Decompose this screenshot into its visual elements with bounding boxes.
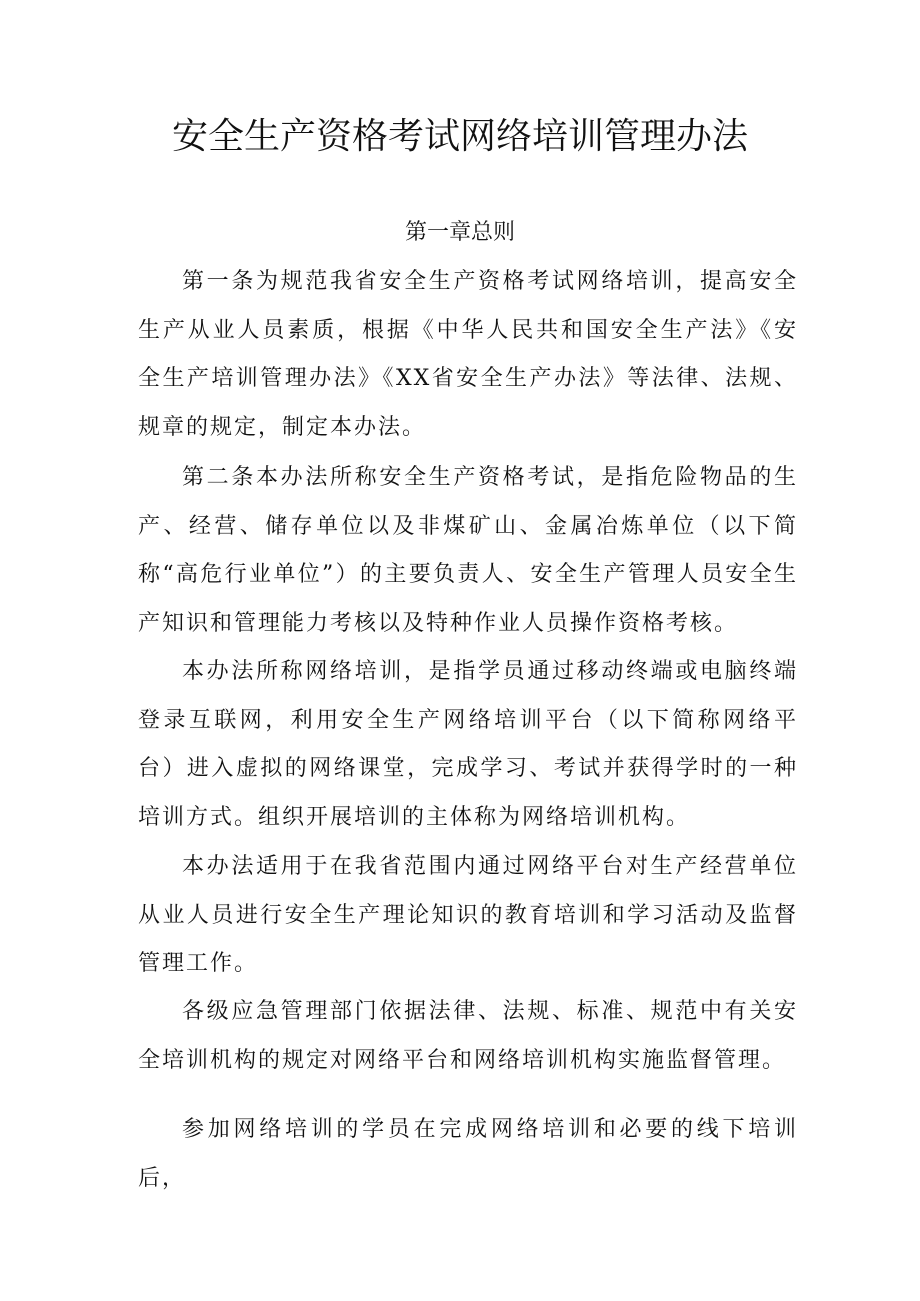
article-2-paragraph: 第二条本办法所称安全生产资格考试，是指危险物品的生产、经营、储存单位以及非煤矿山、金属冶炼单位（以下简称“高危行业单位”）的主要负责人、安全生产管理人员安全生产知识和管理能力考核以及特种作业人员操作资格考核。 [138, 465, 798, 636]
trainee-paragraph: 参加网络培训的学员在完成网络培训和必要的线下培训后， [138, 1117, 798, 1191]
scope-paragraph: 本办法适用于在我省范围内通过网络平台对生产经营单位从业人员进行安全生产理论知识的教育培训和学习活动及监督管理工作。 [138, 854, 798, 977]
supervision-paragraph: 各级应急管理部门依据法律、法规、标准、规范中有关安全培训机构的规定对网络平台和网络培训机构实施监督管理。 [138, 999, 798, 1073]
document-title: 安全生产资格考试网络培训管理办法 [171, 116, 748, 157]
online-training-definition-paragraph: 本办法所称网络培训，是指学员通过移动终端或电脑终端登录互联网，利用安全生产网络培训平台（以下简称网络平台）进入虚拟的网络课堂，完成学习、考试并获得学时的一种培训方式。组织开展培训的主体称为网络培训机构。 [138, 659, 798, 830]
article-1-paragraph: 第一条为规范我省安全生产资格考试网络培训，提高安全生产从业人员素质，根据《中华人民共和国安全生产法》《安全生产培训管理办法》《XX省安全生产办法》等法律、法规、规章的规定，制定本办法。 [138, 269, 798, 440]
chapter-heading: 第一章总则 [404, 220, 515, 245]
